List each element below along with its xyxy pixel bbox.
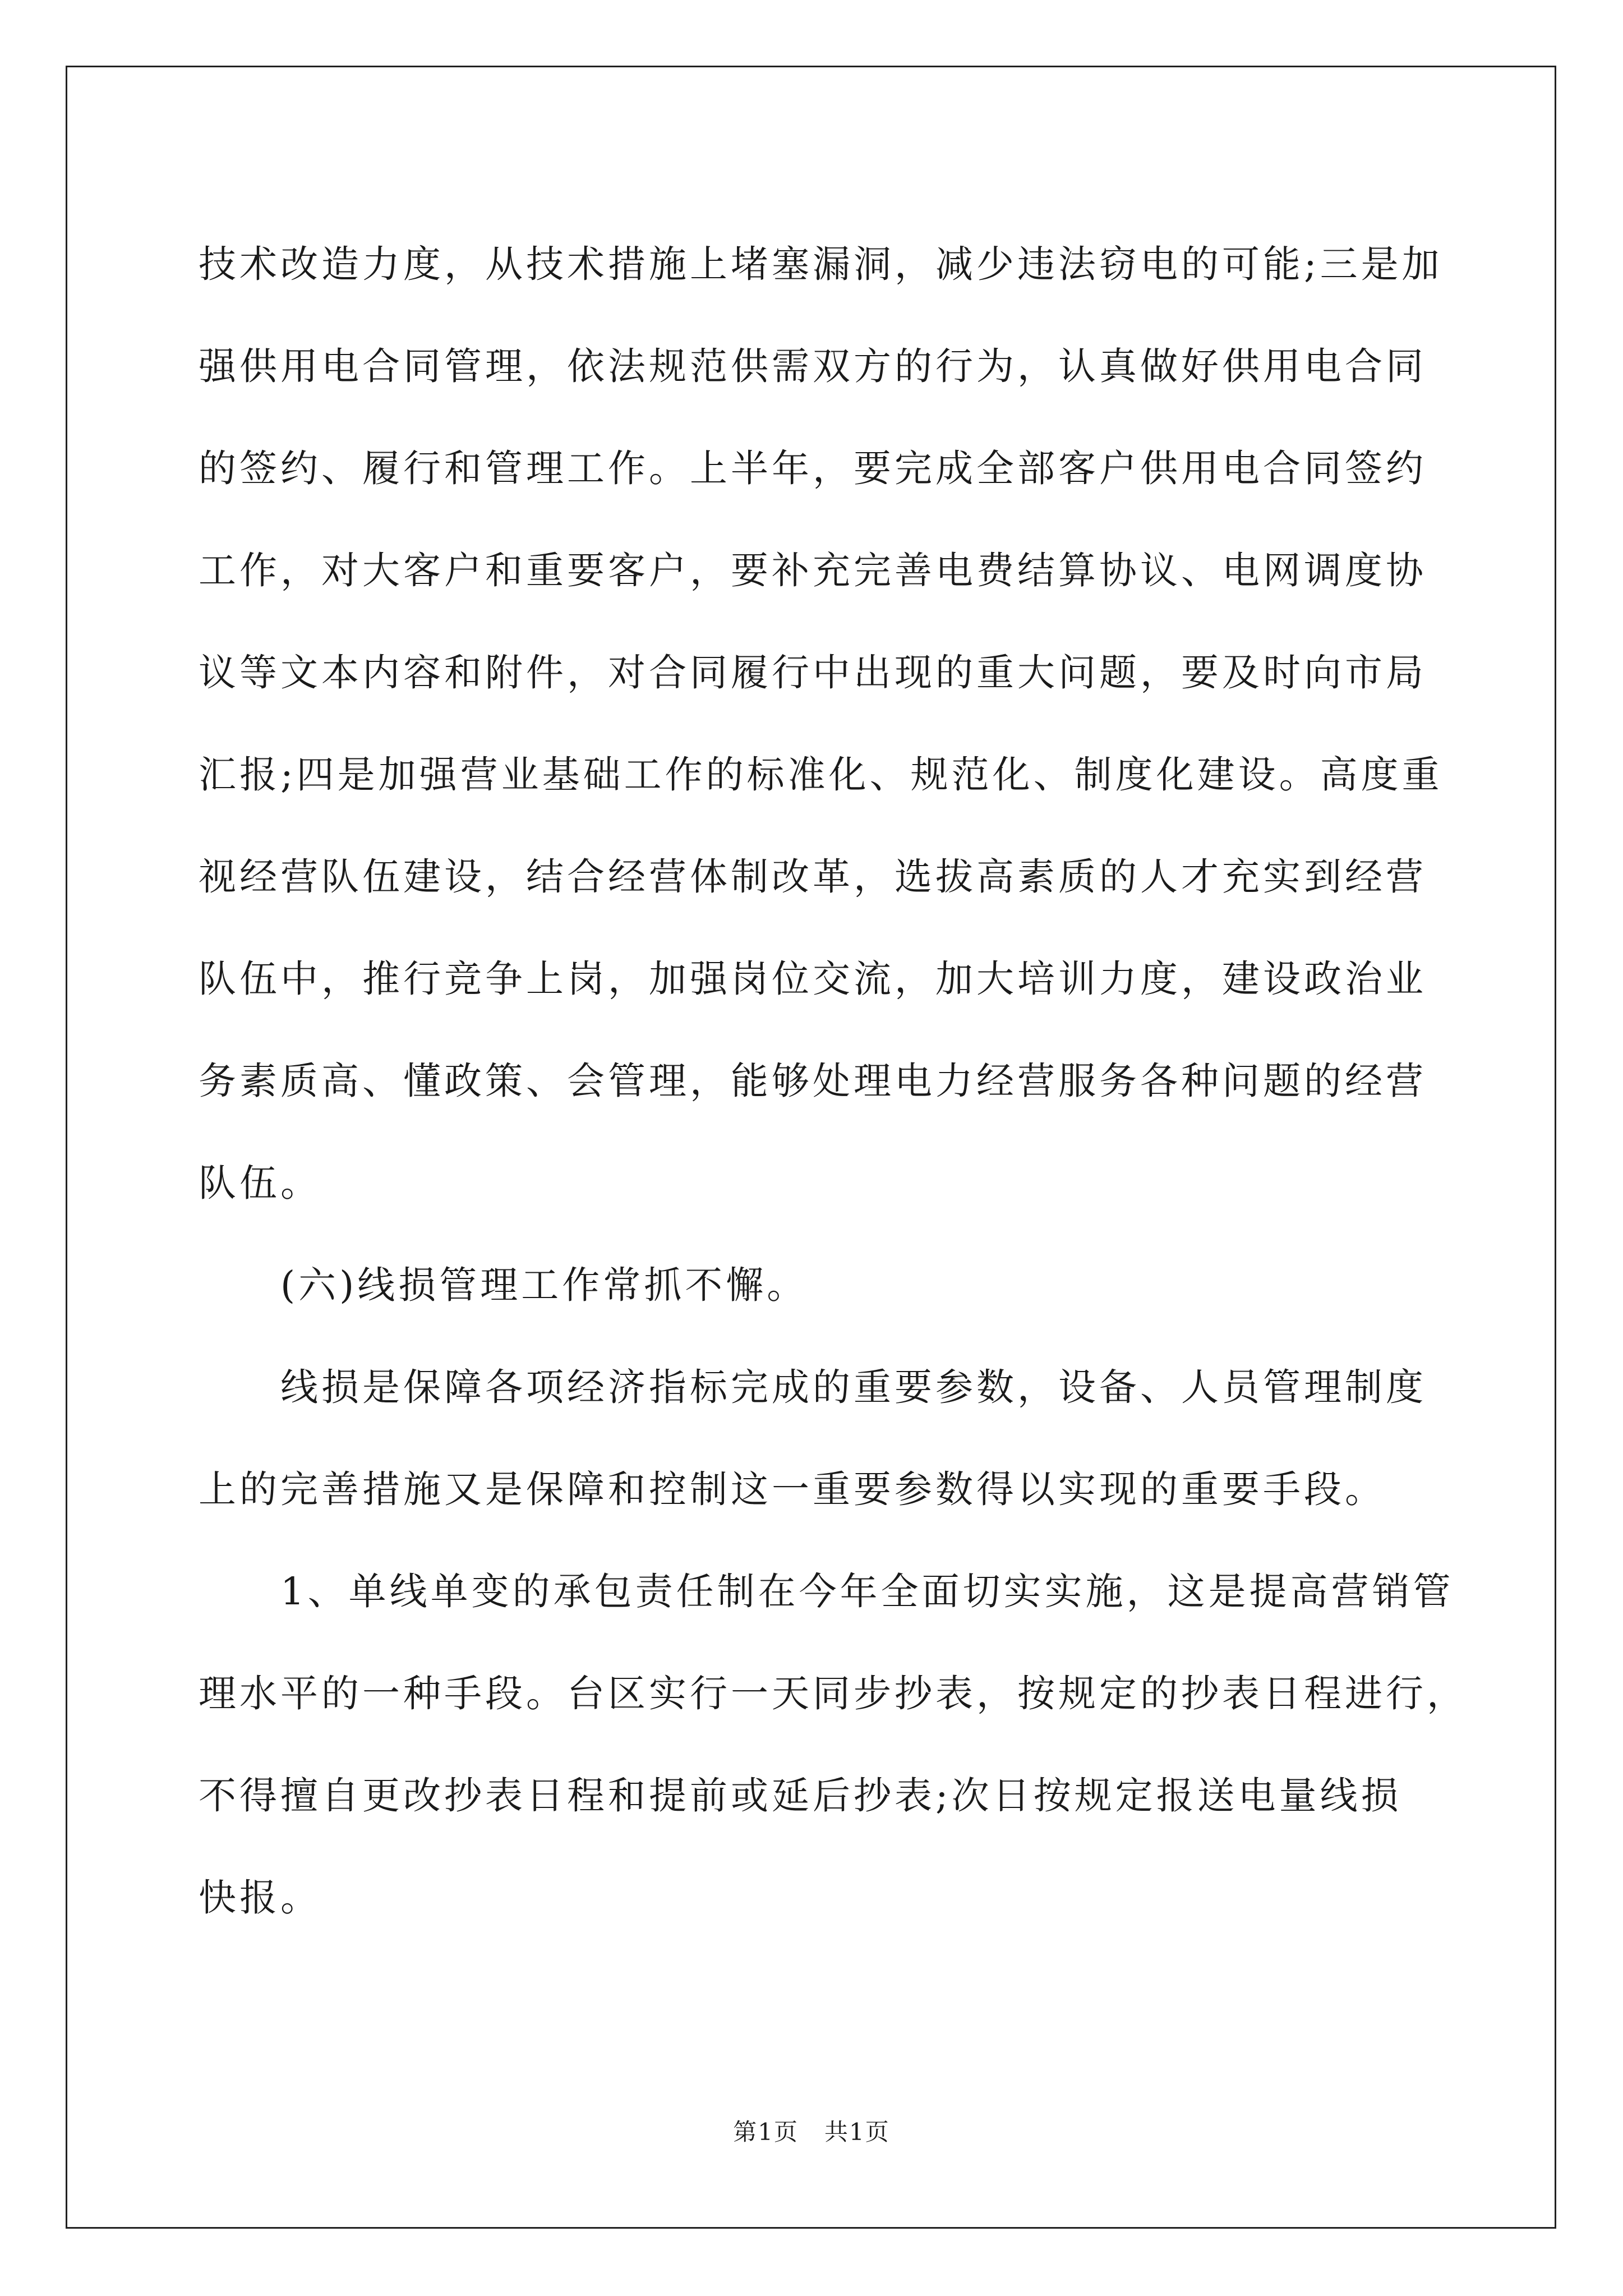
text-line: 1、单线单变的承包责任制在今年全面切实实施，这是提高营销管	[280, 1570, 1454, 1613]
text-line: 队伍。	[199, 1161, 321, 1205]
text-line: 上的完善措施又是保障和控制这一重要参数得以实现的重要手段。	[199, 1467, 1386, 1511]
text-line: 不得擅自更改抄表日程和提前或延后抄表;次日按规定报送电量线损	[199, 1774, 1402, 1818]
section-heading	[199, 1234, 1435, 1336]
text-line: 理水平的一种手段。台区实行一天同步抄表，按规定的抄表日程进行，	[199, 1672, 1468, 1715]
paragraph-4	[199, 1540, 1468, 1949]
page-footer	[0, 2114, 1623, 2147]
text-line: 工作，对大客户和重要客户，要补充完善电费结算协议、电网调度协	[199, 549, 1427, 592]
text-line: (六)线损管理工作常抓不懈。	[280, 1263, 808, 1307]
text-line: 技术改造力度，从技术措施上堵塞漏洞，减少违法窃电的可能;三是加	[199, 242, 1443, 286]
text-line: 队伍中，推行竞争上岗，加强岗位交流，加大培训力度，建设政治业	[199, 957, 1427, 1001]
paragraph-3	[199, 1336, 1435, 1540]
text-line: 议等文本内容和附件，对合同履行中出现的重大问题，要及时向市局	[199, 651, 1427, 694]
text-line: 线损是保障各项经济指标完成的重要参数，设备、人员管理制度	[280, 1365, 1427, 1409]
text-line: 汇报;四是加强营业基础工作的标准化、规范化、制度化建设。高度重	[199, 753, 1443, 797]
text-line: 视经营队伍建设，结合经营体制改革，选拔高素质的人才充实到经营	[199, 855, 1427, 899]
text-line: 强供用电合同管理，依法规范供需双方的行为，认真做好供用电合同	[199, 344, 1427, 388]
text-line: 的签约、履行和管理工作。上半年，要完成全部客户供用电合同签约	[199, 447, 1427, 490]
page-total: 共1页	[824, 2118, 890, 2146]
text-line: 快报。	[199, 1876, 321, 1920]
page-number: 第1页	[733, 2118, 799, 2146]
paragraph-1	[199, 213, 1443, 1234]
document-body	[199, 213, 1468, 1949]
text-line: 务素质高、懂政策、会管理，能够处理电力经营服务各种问题的经营	[199, 1059, 1427, 1103]
